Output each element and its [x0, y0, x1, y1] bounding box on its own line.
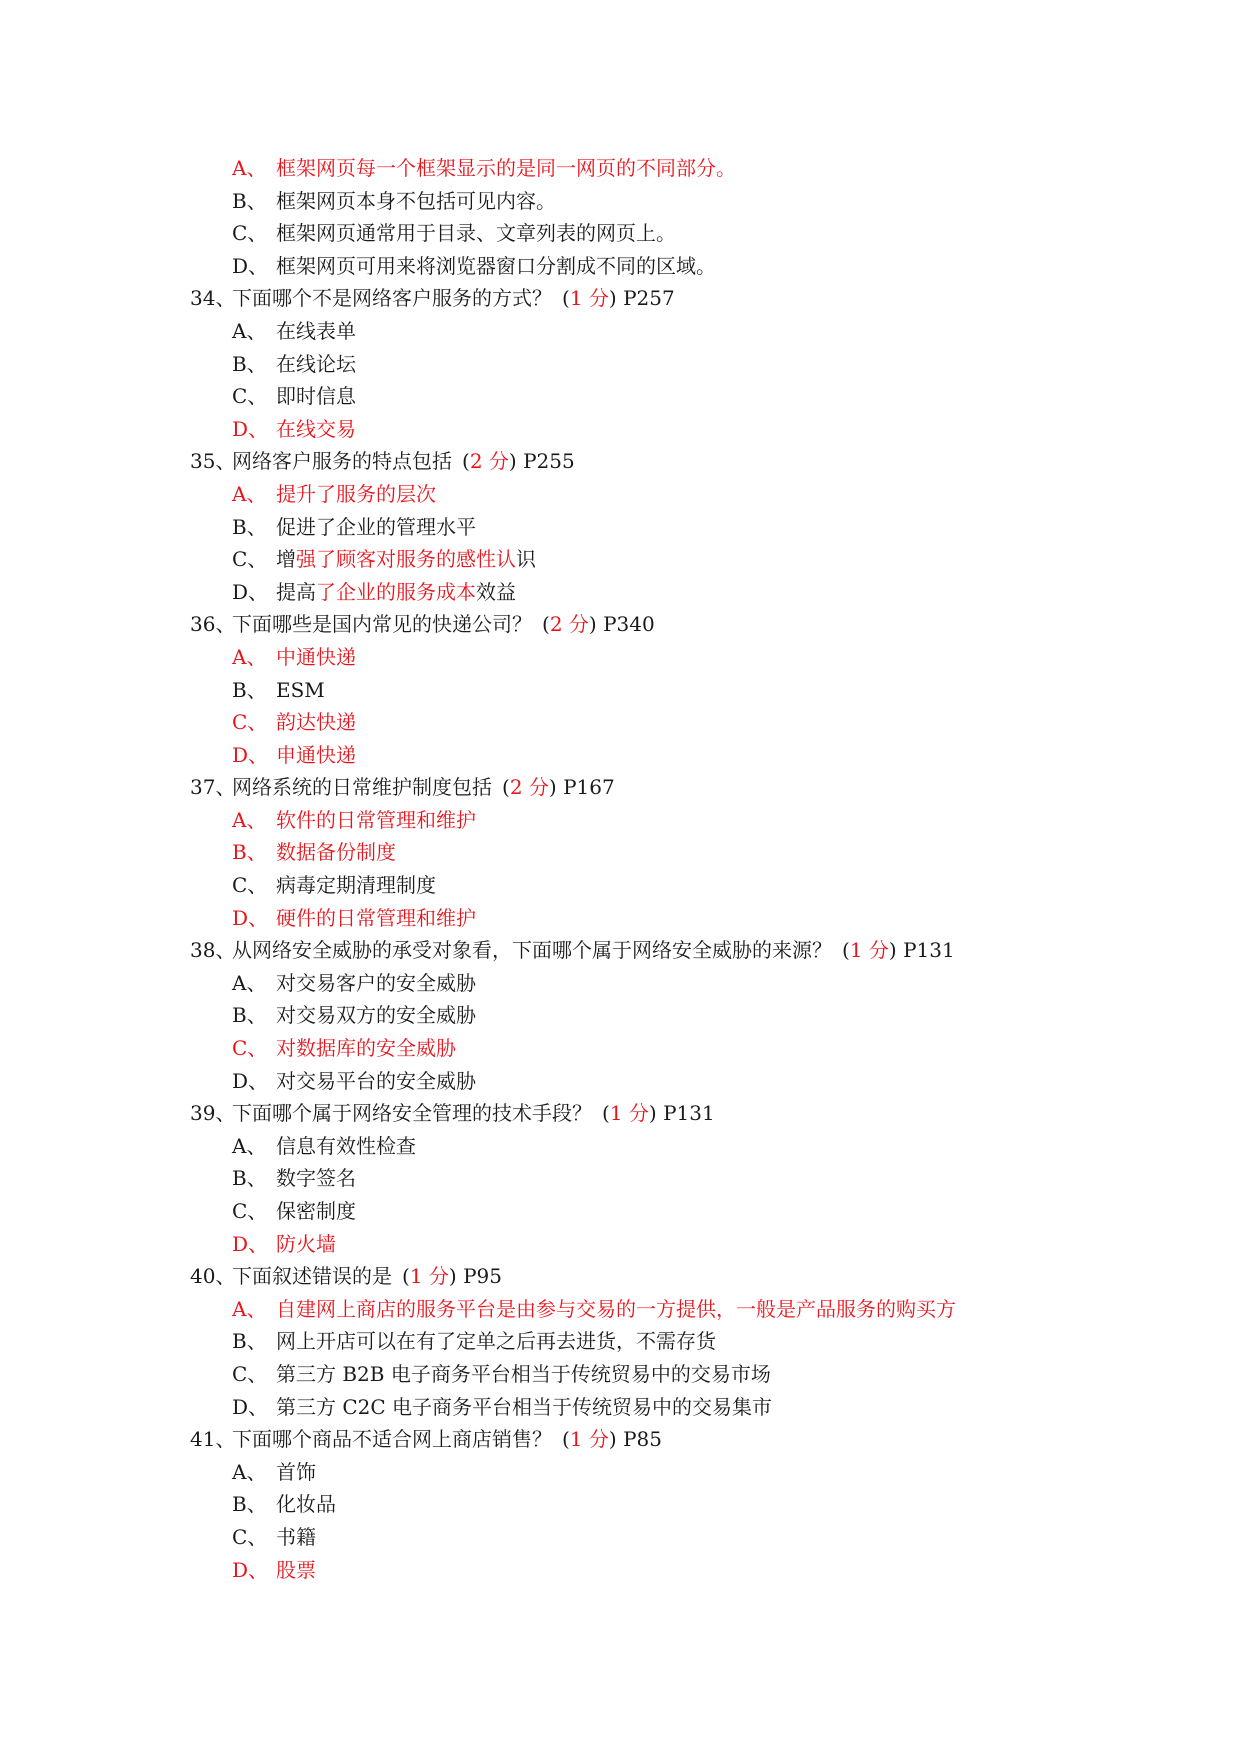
question-stem	[190, 608, 1170, 641]
score-paren-close: )	[448, 1264, 457, 1289]
option-letter: D、	[232, 253, 269, 278]
answer-option	[190, 902, 1170, 935]
page-reference: P257	[616, 286, 675, 311]
option-letter: B、	[232, 188, 267, 213]
score-paren-close: )	[888, 938, 897, 963]
option-letter: B、	[232, 1166, 267, 1191]
option-letter: C、	[232, 1199, 268, 1223]
option-text: 对交易双方的安全威胁	[276, 1003, 476, 1028]
answer-option	[190, 380, 1170, 413]
answer-option	[190, 1228, 1170, 1261]
option-text: 对交易客户的安全威胁	[276, 970, 476, 995]
score-paren-open: (	[842, 938, 850, 963]
option-letter: D、	[232, 1068, 269, 1093]
question-stem	[190, 445, 1170, 478]
option-text: 增	[276, 547, 296, 572]
option-letter: C、	[232, 384, 268, 409]
option-letter: B、	[232, 514, 267, 539]
answer-option	[190, 1325, 1170, 1358]
option-text: 韵达快递	[276, 710, 356, 735]
answer-option	[190, 1521, 1170, 1554]
question-score	[562, 286, 617, 310]
option-letter: C、	[232, 547, 268, 572]
question-text: 网络系统的日常维护制度包括	[232, 775, 492, 800]
answer-option	[190, 1162, 1170, 1195]
answer-option	[190, 1032, 1170, 1065]
page-reference: P340	[596, 612, 655, 637]
question-score	[602, 1101, 657, 1125]
option-text: 了企业的服务成本	[316, 579, 476, 604]
option-letter: D、	[232, 1231, 269, 1256]
answer-option	[190, 478, 1170, 511]
option-letter: C、	[232, 1524, 268, 1549]
option-text: 促进了企业的管理水平	[276, 514, 476, 539]
answer-option	[190, 836, 1170, 869]
question-stem	[190, 1423, 1170, 1456]
score-paren-open: (	[402, 1264, 410, 1289]
option-text: 在线论坛	[276, 351, 356, 376]
score-paren-open: (	[502, 775, 510, 800]
answer-option	[190, 1488, 1170, 1521]
answer-option	[190, 739, 1170, 772]
answer-option	[190, 1130, 1170, 1163]
option-text: 保密制度	[276, 1199, 356, 1223]
score-paren-close: )	[608, 286, 617, 311]
question-number: 38、	[190, 938, 236, 963]
score-value: 2 分	[549, 612, 589, 637]
page-reference: P131	[896, 938, 955, 963]
option-letter: D、	[232, 1394, 269, 1419]
option-text: 提高	[276, 579, 316, 604]
score-value: 1 分	[409, 1264, 449, 1289]
score-value: 1 分	[609, 1101, 649, 1126]
score-paren-open: (	[462, 449, 470, 474]
option-text: 中通快递	[276, 644, 356, 669]
answer-option	[190, 999, 1170, 1032]
question-score	[462, 449, 517, 473]
score-paren-open: (	[562, 1427, 570, 1452]
option-letter: D、	[232, 742, 269, 767]
option-letter: B、	[232, 1492, 267, 1517]
question-number: 34、	[190, 286, 236, 311]
option-letter: A、	[232, 156, 267, 180]
question-score	[542, 612, 597, 636]
option-text: 防火墙	[276, 1231, 336, 1256]
question-text: 下面哪个不是网络客户服务的方式？	[232, 286, 552, 311]
option-letter: B、	[232, 840, 267, 865]
option-letter: A、	[232, 481, 267, 506]
option-letter: B、	[232, 677, 267, 702]
option-text: 硬件的日常管理和维护	[276, 905, 476, 930]
answer-option	[190, 967, 1170, 1000]
score-value: 1 分	[569, 1427, 609, 1452]
answer-option	[190, 1456, 1170, 1489]
question-number: 35、	[190, 449, 236, 474]
score-paren-close: )	[648, 1101, 657, 1126]
option-text: 对数据库的安全威胁	[276, 1036, 456, 1061]
option-text: 框架网页本身不包括可见内容。	[276, 188, 556, 213]
option-text: 即时信息	[276, 384, 356, 409]
answer-option	[190, 641, 1170, 674]
question-score	[562, 1427, 617, 1451]
page-reference: P167	[556, 775, 615, 800]
answer-option	[190, 152, 1170, 185]
option-text: ESM	[276, 677, 325, 702]
page-reference: P85	[616, 1427, 662, 1452]
option-letter: C、	[232, 1036, 268, 1061]
answer-option	[190, 869, 1170, 902]
option-letter: D、	[232, 579, 269, 604]
option-text: 病毒定期清理制度	[276, 873, 436, 898]
answer-option	[190, 1391, 1170, 1424]
score-value: 2 分	[469, 449, 509, 474]
question-stem	[190, 1097, 1170, 1130]
option-text: 效益	[476, 579, 516, 604]
answer-option	[190, 1293, 1170, 1326]
option-text: 对交易平台的安全威胁	[276, 1068, 476, 1093]
option-text: 在线交易	[276, 416, 356, 441]
answer-option	[190, 543, 1170, 576]
answer-option	[190, 674, 1170, 707]
option-letter: D、	[232, 1557, 269, 1582]
option-text: 化妆品	[276, 1492, 336, 1517]
option-letter: C、	[232, 710, 268, 735]
option-letter: A、	[232, 1296, 267, 1321]
option-letter: C、	[232, 873, 268, 898]
option-text: 提升了服务的层次	[276, 481, 436, 506]
option-text: 股票	[276, 1557, 316, 1582]
option-letter: D、	[232, 905, 269, 930]
option-text: 申通快递	[276, 742, 356, 767]
option-text: 数字签名	[276, 1166, 356, 1191]
option-letter: A、	[232, 318, 267, 343]
score-paren-close: )	[588, 612, 597, 637]
answer-option	[190, 315, 1170, 348]
answer-option	[190, 185, 1170, 218]
answer-option	[190, 1358, 1170, 1391]
question-stem	[190, 282, 1170, 315]
question-stem	[190, 934, 1170, 967]
option-text: 信息有效性检查	[276, 1133, 416, 1158]
score-value: 2 分	[509, 775, 549, 800]
option-text: 首饰	[276, 1459, 316, 1484]
answer-option	[190, 1554, 1170, 1587]
option-text: 框架网页每一个框架显示的是同一网页的不同部分。	[276, 156, 736, 180]
option-letter: A、	[232, 644, 267, 669]
question-number: 40、	[190, 1264, 236, 1289]
option-text: 在线表单	[276, 318, 356, 343]
question-text: 下面哪个商品不适合网上商店销售？	[232, 1427, 552, 1452]
option-text: 书籍	[276, 1524, 316, 1549]
page-reference: P255	[516, 449, 575, 474]
page-reference: P131	[656, 1101, 715, 1126]
answer-option	[190, 706, 1170, 739]
answer-option	[190, 804, 1170, 837]
answer-option	[190, 511, 1170, 544]
option-text: 强了顾客对服务的感性认	[296, 547, 516, 572]
question-stem	[190, 771, 1170, 804]
answer-option	[190, 217, 1170, 250]
option-text: 数据备份制度	[276, 840, 396, 865]
option-letter: B、	[232, 351, 267, 376]
option-letter: C、	[232, 1361, 268, 1386]
score-value: 1 分	[849, 938, 889, 963]
option-letter: A、	[232, 1459, 267, 1484]
question-text: 下面叙述错误的是	[232, 1264, 392, 1289]
question-text: 网络客户服务的特点包括	[232, 449, 452, 474]
question-number: 39、	[190, 1101, 236, 1126]
question-score	[502, 775, 557, 799]
score-paren-open: (	[562, 286, 570, 311]
answer-option	[190, 413, 1170, 446]
option-text: 识	[516, 547, 536, 572]
option-letter: B、	[232, 1003, 267, 1028]
option-text: 软件的日常管理和维护	[276, 807, 476, 832]
answer-option	[190, 576, 1170, 609]
answer-option	[190, 1195, 1170, 1228]
answer-option	[190, 250, 1170, 283]
answer-option	[190, 348, 1170, 381]
question-score	[402, 1264, 457, 1288]
page-reference: P95	[456, 1264, 502, 1289]
question-score	[842, 938, 897, 962]
option-text: 框架网页通常用于目录、文章列表的网页上。	[276, 221, 676, 246]
score-value: 1 分	[569, 286, 609, 311]
option-letter: C、	[232, 221, 268, 246]
option-letter: B、	[232, 1329, 267, 1354]
option-letter: A、	[232, 1133, 267, 1158]
score-paren-close: )	[548, 775, 557, 800]
option-letter: A、	[232, 807, 267, 832]
answer-option	[190, 1065, 1170, 1098]
question-text: 从网络安全威胁的承受对象看，下面哪个属于网络安全威胁的来源？	[232, 938, 832, 963]
option-text: 网上开店可以在有了定单之后再去进货，不需存货	[276, 1329, 716, 1354]
question-text: 下面哪些是国内常见的快递公司？	[232, 612, 532, 637]
option-text: 自建网上商店的服务平台是由参与交易的一方提供，一般是产品服务的购买方	[276, 1296, 956, 1321]
question-text: 下面哪个属于网络安全管理的技术手段？	[232, 1101, 592, 1126]
score-paren-close: )	[608, 1427, 617, 1452]
question-stem	[190, 1260, 1170, 1293]
score-paren-close: )	[508, 449, 517, 474]
score-paren-open: (	[542, 612, 550, 637]
option-letter: A、	[232, 970, 267, 995]
question-number: 41、	[190, 1427, 236, 1452]
option-text: 框架网页可用来将浏览器窗口分割成不同的区域。	[276, 253, 716, 278]
score-paren-open: (	[602, 1101, 610, 1126]
question-number: 36、	[190, 612, 236, 637]
option-letter: D、	[232, 416, 269, 441]
question-number: 37、	[190, 775, 236, 800]
option-text: 第三方 C2C 电子商务平台相当于传统贸易中的交易集市	[276, 1394, 773, 1419]
option-text: 第三方 B2B 电子商务平台相当于传统贸易中的交易市场	[276, 1361, 771, 1386]
question-list	[190, 152, 1170, 1586]
